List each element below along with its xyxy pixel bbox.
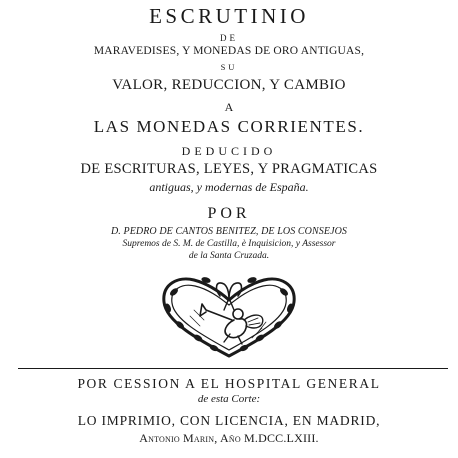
author-cruzada-line: de la Santa Cruzada. — [188, 251, 270, 261]
title-line-por: POR — [207, 205, 251, 222]
book-title: ESCRUTINIO — [149, 4, 309, 28]
title-line-de: DE — [220, 33, 238, 43]
imprint-cession-line: POR CESSION A EL HOSPITAL GENERAL — [77, 376, 381, 391]
title-line-antiguas: antiguas, y modernas de España. — [149, 180, 309, 194]
title-line-maravedises: MARAVEDISES, Y MONEDAS DE ORO ANTIGUAS, — [93, 45, 365, 57]
imprint-license-line: LO IMPRIMIO, CON LICENCIA, EN MADRID, — [77, 413, 381, 428]
heart-wreath-cherub-ornament-icon — [154, 270, 304, 360]
imprint-corte-line: de esta Corte: — [197, 393, 261, 405]
title-line-escrituras: DE ESCRITURAS, LEYES, Y PRAGMATICAS — [80, 161, 378, 177]
title-line-valor: VALOR, REDUCCION, Y CAMBIO — [112, 77, 346, 93]
title-line-monedas: LAS MONEDAS CORRIENTES. — [93, 117, 365, 136]
title-line-su: SU — [220, 62, 238, 72]
title-line-deducido: DEDUCIDO — [181, 144, 277, 158]
author-line: D. PEDRO DE CANTOS BENITEZ, DE LOS CONSEJOS — [110, 226, 348, 237]
author-offices-line: Supremos de S. M. de Castilla, è Inquisicion, y Assessor — [122, 239, 336, 249]
imprint-printer-line: Antonio Marin, Año M.DCC.LXIII. — [139, 431, 319, 445]
separator-rule — [18, 368, 448, 369]
title-line-a: A — [224, 100, 234, 114]
